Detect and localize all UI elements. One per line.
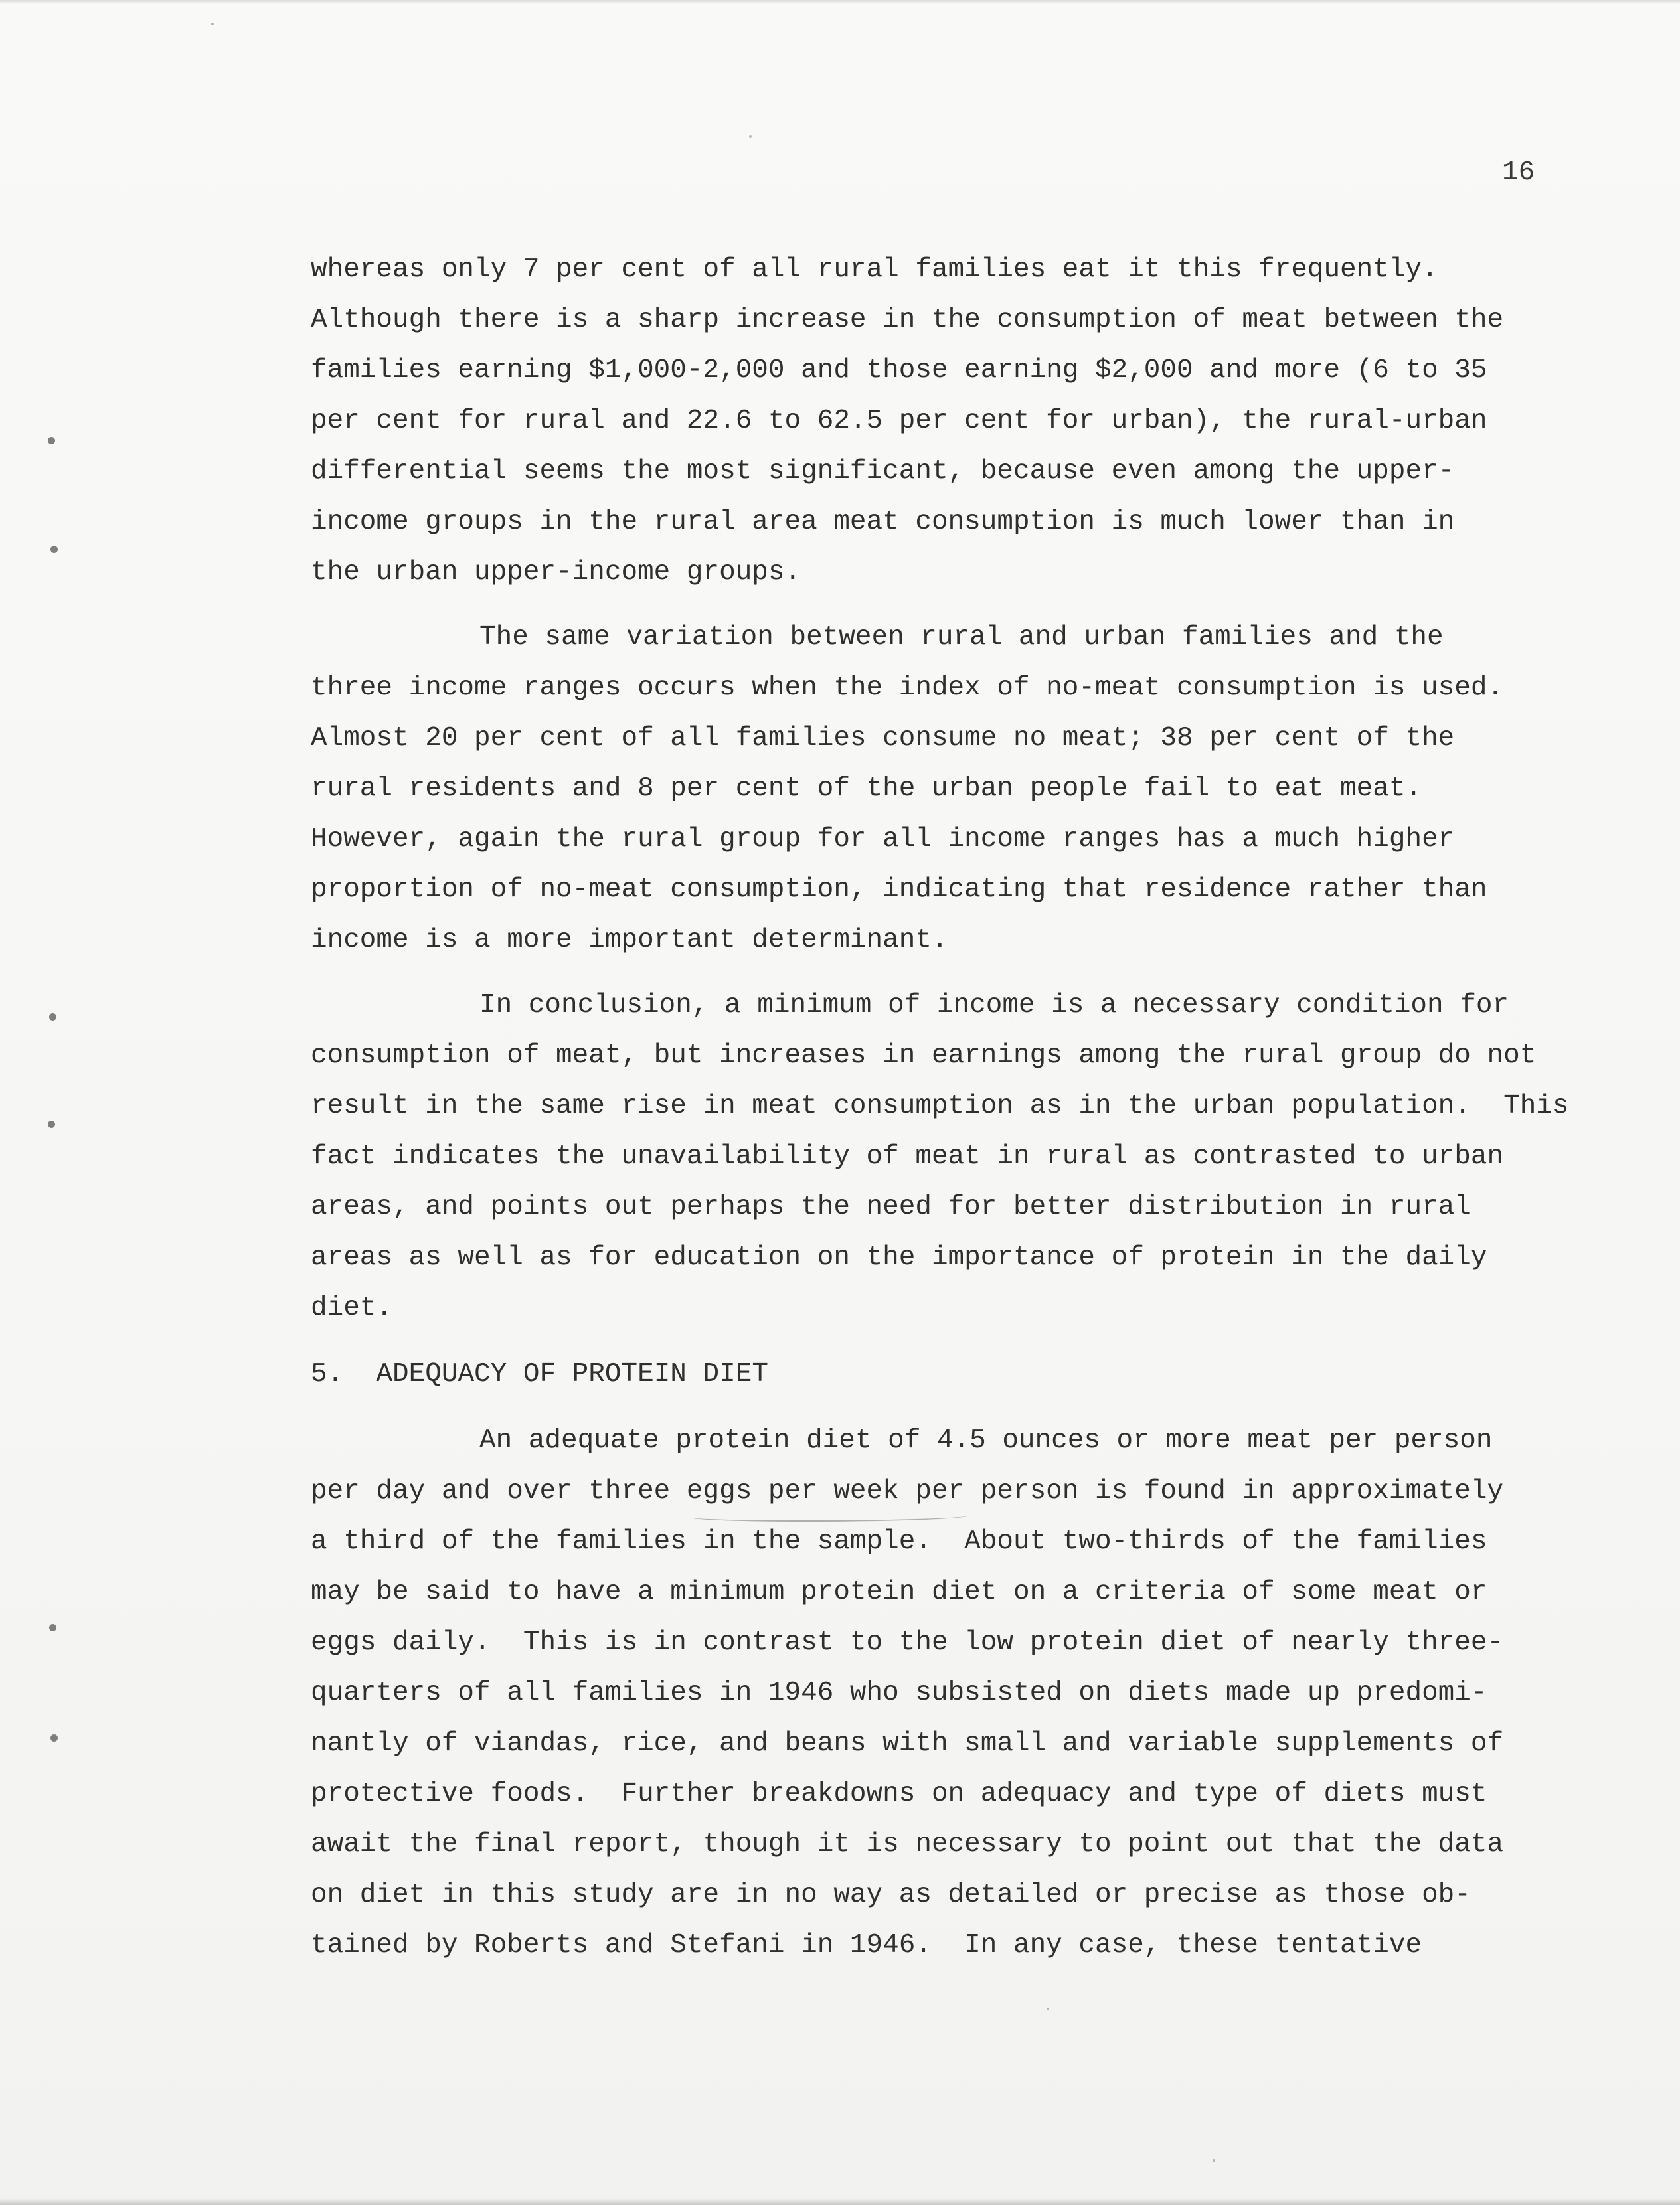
paper-speck <box>1047 2008 1049 2010</box>
text-line: rural residents and 8 per cent of the urban people fail to eat meat. <box>311 774 1422 804</box>
text-line: on diet in this study are in no way as detailed or precise as those ob- <box>311 1880 1471 1910</box>
text-line: result in the same rise in meat consumption as in the urban population. This <box>311 1091 1569 1121</box>
text-line: per day and over three eggs per week per person is found in approximately <box>311 1476 1504 1507</box>
text-line: await the final report, though it is necessary to point out that the data <box>311 1829 1504 1860</box>
text-line: areas as well as for education on the importance of protein in the daily <box>311 1242 1487 1273</box>
paper-speck <box>1213 2159 1215 2162</box>
text-line: The same variation between rural and urban families and the <box>479 622 1444 653</box>
pencil-underline-mark <box>691 1511 969 1522</box>
page-top-edge <box>0 0 1680 4</box>
text-line: diet. <box>311 1293 393 1323</box>
binder-mark <box>48 437 55 444</box>
text-line: whereas only 7 per cent of all rural families eat it this frequently. <box>311 254 1438 285</box>
text-line: three income ranges occurs when the index of no-meat consumption is used. <box>311 673 1504 703</box>
text-line: proportion of no-meat consumption, indicating that residence rather than <box>311 874 1487 905</box>
text-line: income groups in the rural area meat consumption is much lower than in <box>311 507 1455 537</box>
text-line: quarters of all families in 1946 who subsisted on diets made up predomi- <box>311 1678 1487 1708</box>
text-line: consumption of meat, but increases in earnings among the rural group do not <box>311 1040 1537 1071</box>
text-line: fact indicates the unavailability of meat in rural as contrasted to urban <box>311 1141 1504 1172</box>
binder-mark <box>48 1121 55 1128</box>
text-line: An adequate protein diet of 4.5 ounces or more meat per person <box>479 1426 1493 1456</box>
text-line: protective foods. Further breakdowns on adequacy and type of diets must <box>311 1779 1487 1809</box>
text-line: However, again the rural group for all income ranges has a much higher <box>311 824 1455 855</box>
text-line: eggs daily. This is in contrast to the low protein diet of nearly three- <box>311 1627 1504 1658</box>
page-number: 16 <box>1502 157 1535 188</box>
section-title: ADEQUACY OF PROTEIN DIET <box>376 1359 768 1390</box>
binder-mark <box>50 546 58 553</box>
binder-mark <box>50 1734 58 1742</box>
section-number: 5. <box>311 1359 344 1390</box>
text-line: nantly of viandas, rice, and beans with small and variable supplements of <box>311 1728 1504 1759</box>
text-line: areas, and points out perhaps the need for better distribution in rural <box>311 1192 1471 1222</box>
text-line: differential seems the most significant, because even among the upper- <box>311 456 1455 487</box>
text-line: income is a more important determinant. <box>311 925 948 955</box>
text-line: In conclusion, a minimum of income is a necessary condition for <box>479 990 1509 1021</box>
text-line: may be said to have a minimum protein diet on a criteria of some meat or <box>311 1577 1487 1607</box>
paper-speck <box>211 23 214 25</box>
text-line: a third of the families in the sample. About two-thirds of the families <box>311 1526 1487 1557</box>
section-heading <box>311 1356 768 1393</box>
text-line: Although there is a sharp increase in the consumption of meat between the <box>311 305 1504 335</box>
page-bottom-edge <box>0 2198 1680 2205</box>
paper-speck <box>749 135 752 138</box>
text-line: per cent for rural and 22.6 to 62.5 per cent for urban), the rural-urban <box>311 406 1487 436</box>
text-line: families earning $1,000-2,000 and those earning $2,000 and more (6 to 35 <box>311 355 1487 386</box>
binder-mark <box>49 1013 56 1021</box>
text-line: the urban upper-income groups. <box>311 557 801 588</box>
text-line: Almost 20 per cent of all families consume no meat; 38 per cent of the <box>311 723 1455 754</box>
binder-mark <box>49 1624 56 1631</box>
text-line: tained by Roberts and Stefani in 1946. In any case, these tentative <box>311 1930 1422 1961</box>
